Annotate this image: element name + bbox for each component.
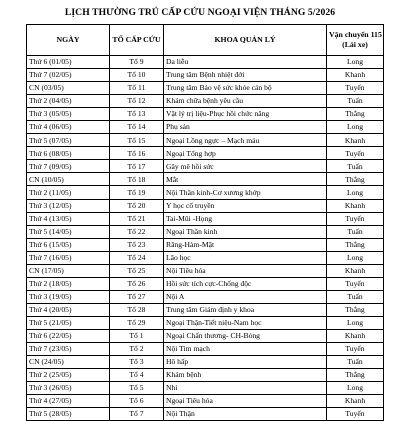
cell-day: Thứ 3 (19/05) bbox=[27, 290, 110, 303]
cell-dept: Nội Thận bbox=[164, 408, 327, 421]
cell-driver: Tuyến bbox=[327, 408, 384, 421]
header-dept: KHOA QUẢN LÝ bbox=[164, 25, 327, 56]
cell-dept: Ngoại Chấn thương- CH-Bỏng bbox=[164, 329, 327, 342]
cell-day: Thứ 2 (25/05) bbox=[27, 369, 110, 382]
cell-day: Thứ 7 (09/05) bbox=[27, 160, 110, 173]
table-row bbox=[27, 343, 384, 356]
cell-driver: Tuấn bbox=[327, 356, 384, 369]
cell-driver: Khanh bbox=[327, 69, 384, 82]
table-row bbox=[27, 369, 384, 382]
table-row bbox=[27, 186, 384, 199]
cell-dept: Ngoại Tổng hợp bbox=[164, 147, 327, 160]
table-row bbox=[27, 173, 384, 186]
cell-day: Thứ 4 (27/05) bbox=[27, 395, 110, 408]
cell-driver: Long bbox=[327, 251, 384, 264]
cell-dept: Nội A bbox=[164, 290, 327, 303]
cell-dept: Nội Thần kinh-Cơ xương khớp bbox=[164, 186, 327, 199]
cell-group: Tổ 1 bbox=[110, 329, 164, 342]
cell-day: Thứ 5 (07/05) bbox=[27, 134, 110, 147]
cell-group: Tổ 9 bbox=[110, 56, 164, 69]
table-row bbox=[27, 147, 384, 160]
table-row bbox=[27, 82, 384, 95]
cell-day: Thứ 6 (08/05) bbox=[27, 147, 110, 160]
table-row bbox=[27, 290, 384, 303]
cell-group: Tổ 12 bbox=[110, 95, 164, 108]
table-row bbox=[27, 316, 384, 329]
cell-day: CN (03/05) bbox=[27, 82, 110, 95]
cell-dept: Y học cổ truyền bbox=[164, 199, 327, 212]
schedule-table bbox=[26, 24, 384, 421]
cell-driver: Long bbox=[327, 121, 384, 134]
table-row bbox=[27, 160, 384, 173]
table-row bbox=[27, 303, 384, 316]
table-row bbox=[27, 251, 384, 264]
cell-day: Thứ 3 (12/05) bbox=[27, 199, 110, 212]
cell-group: Tổ 13 bbox=[110, 108, 164, 121]
table-row bbox=[27, 121, 384, 134]
table-row bbox=[27, 329, 384, 342]
cell-day: Thứ 5 (21/05) bbox=[27, 316, 110, 329]
cell-driver: Long bbox=[327, 316, 384, 329]
table-row bbox=[27, 95, 384, 108]
cell-dept: Khám bệnh bbox=[164, 369, 327, 382]
page-title: LỊCH THƯỜNG TRÚ CẤP CỨU NGOẠI VIỆN THÁNG 5/2026 bbox=[64, 7, 336, 18]
cell-dept: Ngoại Thận-Tiết niệu-Nam học bbox=[164, 316, 327, 329]
cell-dept: Nội Tim mạch bbox=[164, 343, 327, 356]
cell-driver: Khanh bbox=[327, 395, 384, 408]
cell-dept: Khám chữa bệnh yêu cầu bbox=[164, 95, 327, 108]
cell-day: CN (24/05) bbox=[27, 356, 110, 369]
header-driver-line1: Vận chuyển 115 bbox=[329, 30, 382, 40]
cell-dept: Tai-Mũi -Họng bbox=[164, 212, 327, 225]
cell-day: Thứ 2 (11/05) bbox=[27, 186, 110, 199]
cell-dept: Ngoại Thần kinh bbox=[164, 225, 327, 238]
cell-driver: Long bbox=[327, 382, 384, 395]
table-row bbox=[27, 56, 384, 69]
cell-day: Thứ 3 (05/05) bbox=[27, 108, 110, 121]
cell-group: Tổ 7 bbox=[110, 408, 164, 421]
cell-day: Thứ 5 (14/05) bbox=[27, 225, 110, 238]
cell-driver: Tuyến bbox=[327, 277, 384, 290]
cell-group: Tổ 17 bbox=[110, 160, 164, 173]
cell-dept: Ngoại Lồng ngực – Mạch máu bbox=[164, 134, 327, 147]
cell-driver: Thắng bbox=[327, 173, 384, 186]
cell-group: Tổ 25 bbox=[110, 264, 164, 277]
cell-driver: Khanh bbox=[327, 329, 384, 342]
cell-group: Tổ 16 bbox=[110, 147, 164, 160]
table-row bbox=[27, 277, 384, 290]
cell-driver: Tuyến bbox=[327, 212, 384, 225]
cell-driver: Thắng bbox=[327, 108, 384, 121]
table-header-row bbox=[27, 25, 384, 56]
cell-dept: Mắt bbox=[164, 173, 327, 186]
cell-group: Tổ 22 bbox=[110, 225, 164, 238]
cell-day: Thứ 7 (02/05) bbox=[27, 69, 110, 82]
table-row bbox=[27, 225, 384, 238]
cell-day: Thứ 2 (04/05) bbox=[27, 95, 110, 108]
cell-group: Tổ 15 bbox=[110, 134, 164, 147]
cell-group: Tổ 10 bbox=[110, 69, 164, 82]
cell-driver: Tuấn bbox=[327, 225, 384, 238]
cell-group: Tổ 27 bbox=[110, 290, 164, 303]
cell-group: Tổ 2 bbox=[110, 343, 164, 356]
header-driver bbox=[327, 25, 384, 56]
cell-day: Thứ 2 (18/05) bbox=[27, 277, 110, 290]
cell-group: Tổ 28 bbox=[110, 303, 164, 316]
cell-dept: Da liễu bbox=[164, 56, 327, 69]
cell-driver: Long bbox=[327, 56, 384, 69]
cell-driver: Tuấn bbox=[327, 290, 384, 303]
cell-group: Tổ 18 bbox=[110, 173, 164, 186]
table-row bbox=[27, 134, 384, 147]
cell-day: CN (10/05) bbox=[27, 173, 110, 186]
table-body bbox=[27, 56, 384, 421]
cell-day: Thứ 7 (23/05) bbox=[27, 343, 110, 356]
cell-group: Tổ 11 bbox=[110, 82, 164, 95]
cell-day: Thứ 5 (28/05) bbox=[27, 408, 110, 421]
cell-day: Thứ 4 (13/05) bbox=[27, 212, 110, 225]
table-row bbox=[27, 382, 384, 395]
cell-dept: Nội Tiêu hóa bbox=[164, 264, 327, 277]
header-day: NGÀY bbox=[27, 25, 110, 56]
cell-group: Tổ 23 bbox=[110, 238, 164, 251]
cell-day: Thứ 3 (26/05) bbox=[27, 382, 110, 395]
header-driver-line2: (Lái xe) bbox=[342, 40, 368, 49]
cell-day: Thứ 6 (15/05) bbox=[27, 238, 110, 251]
cell-group: Tổ 29 bbox=[110, 316, 164, 329]
table-row bbox=[27, 264, 384, 277]
cell-driver: Thắng bbox=[327, 303, 384, 316]
cell-dept: Hồi sức tích cực-Chống độc bbox=[164, 277, 327, 290]
cell-day: Thứ 6 (01/05) bbox=[27, 56, 110, 69]
cell-group: Tổ 4 bbox=[110, 369, 164, 382]
cell-driver: Khanh bbox=[327, 264, 384, 277]
cell-dept: Ngoại Tiêu hóa bbox=[164, 395, 327, 408]
cell-group: Tổ 14 bbox=[110, 121, 164, 134]
cell-driver: Tuyến bbox=[327, 343, 384, 356]
cell-group: Tổ 3 bbox=[110, 356, 164, 369]
cell-day: Thứ 4 (06/05) bbox=[27, 121, 110, 134]
table-row bbox=[27, 408, 384, 421]
table-row bbox=[27, 395, 384, 408]
cell-group: Tổ 21 bbox=[110, 212, 164, 225]
cell-driver: Tuyến bbox=[327, 82, 384, 95]
table-row bbox=[27, 108, 384, 121]
cell-driver: Khanh bbox=[327, 134, 384, 147]
table-row bbox=[27, 212, 384, 225]
cell-driver: Khanh bbox=[327, 199, 384, 212]
cell-driver: Tuyến bbox=[327, 147, 384, 160]
cell-group: Tổ 24 bbox=[110, 251, 164, 264]
cell-dept: Lão học bbox=[164, 251, 327, 264]
cell-day: Thứ 6 (22/05) bbox=[27, 329, 110, 342]
cell-dept: Răng-Hàm-Mặt bbox=[164, 238, 327, 251]
cell-day: Thứ 4 (20/05) bbox=[27, 303, 110, 316]
cell-group: Tổ 5 bbox=[110, 382, 164, 395]
cell-day: Thứ 7 (16/05) bbox=[27, 251, 110, 264]
cell-dept: Trung tâm Bảo vệ sức khỏe cán bộ bbox=[164, 82, 327, 95]
cell-driver: Thắng bbox=[327, 238, 384, 251]
table-row bbox=[27, 199, 384, 212]
cell-dept: Gây mê hồi sức bbox=[164, 160, 327, 173]
cell-driver: Tuấn bbox=[327, 95, 384, 108]
table-row bbox=[27, 356, 384, 369]
cell-dept: Hô hấp bbox=[164, 356, 327, 369]
cell-group: Tổ 19 bbox=[110, 186, 164, 199]
cell-day: CN (17/05) bbox=[27, 264, 110, 277]
table-row bbox=[27, 238, 384, 251]
cell-driver: Thắng bbox=[327, 369, 384, 382]
cell-driver: Long bbox=[327, 186, 384, 199]
cell-dept: Trung tâm Giám định y khoa bbox=[164, 303, 327, 316]
header-group: TỔ CẤP CỨU bbox=[110, 25, 164, 56]
cell-group: Tổ 26 bbox=[110, 277, 164, 290]
cell-group: Tổ 20 bbox=[110, 199, 164, 212]
cell-dept: Vật lý trị liệu-Phục hồi chức năng bbox=[164, 108, 327, 121]
cell-group: Tổ 6 bbox=[110, 395, 164, 408]
cell-driver: Tuấn bbox=[327, 160, 384, 173]
cell-dept: Phụ sản bbox=[164, 121, 327, 134]
table-row bbox=[27, 69, 384, 82]
cell-dept: Nhi bbox=[164, 382, 327, 395]
cell-dept: Trung tâm Bệnh nhiệt đới bbox=[164, 69, 327, 82]
